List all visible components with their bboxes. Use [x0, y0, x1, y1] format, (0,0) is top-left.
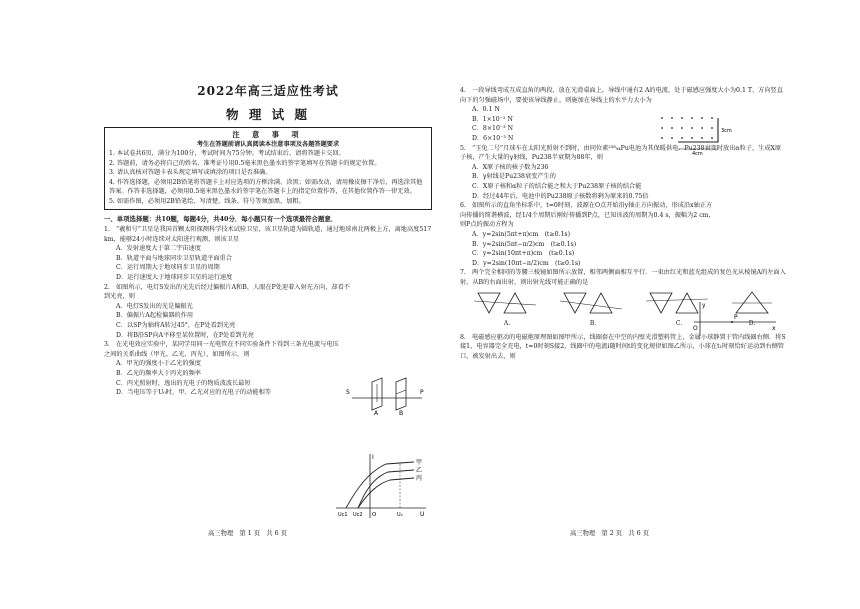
question-number: 4.: [460, 87, 466, 94]
option: D．y=2sin(10πt−π/2)cm (t≥0.1s): [472, 259, 581, 267]
question-2: [104, 283, 432, 341]
photoelectric-figure: [330, 450, 430, 522]
right-footer: 高三物理 第 2 页 共 6 页: [570, 530, 649, 537]
question-5: [460, 144, 786, 202]
prism-diagram-icon: [560, 289, 626, 315]
option: B．1×10⁻² N: [472, 115, 513, 123]
curve-jia: 甲: [416, 459, 423, 466]
notice-box: [104, 127, 432, 210]
option: D．当电压等于U₀时，甲、乙光对应的光电子的动能相等: [116, 389, 271, 397]
question-number: 7.: [460, 269, 466, 277]
question-number: 3.: [104, 341, 110, 349]
option: B．y=2sin(5πt−π/2)cm (t≥0.1s): [472, 240, 577, 248]
exam-title: 2022年高三适应性考试: [197, 84, 339, 98]
notice-title: 注 意 事 项: [232, 130, 304, 139]
question-stem: 电磁感应驱动的电磁炮原理图如图甲所示，线圈套在中空的内壁光滑塑料管上，金属小球静置于管内线圈右侧．将S接1，电容器完全充电，t=0时刻S接2，线圈中的电流i随时间t的变化规律如图乙所示，小球在t₁时刻恰好运动到右侧管口，被发射出去，则: [460, 333, 786, 360]
notice-item: 2. 答题前，请务必将自己的姓名、准考证号用0.5毫米黑色墨水的签字笔填写在答题卡的规定位置。: [109, 159, 381, 167]
label-p: P: [420, 389, 424, 396]
exam-subtitle: 物 理 试 题: [225, 107, 311, 122]
question-stem: “羲和号”卫星是我国首颗太阳探测科学技术试验卫星，该卫星轨道为圆轨道，通过地球南北两极上方，离地高度517 km，能够24小时连续对太阳进行观测，则该卫星: [104, 226, 432, 243]
option: A．发射速度大于第二宇宙速度: [116, 245, 201, 253]
option-label: D.: [748, 320, 756, 328]
notice-item: 5. 如需作图，必须用2B铅笔绘、写清楚，线条、符号等须加黑、加粗。: [109, 197, 305, 205]
left-footer: 高三物理 第 1 页 共 6 页: [208, 530, 287, 537]
notice-item: 4. 作答选择题，必须用2B铅笔将答题卡上对应选项的方框涂满、涂黑；如需改动，请用橡皮擦干净后，再选涂其他答案。作答非选择题，必须用0.5毫米黑色墨水的签字笔在答题卡上的指定位置作答，在其他位置作答一律无效。: [109, 178, 423, 195]
question-1: [104, 225, 432, 283]
option: A．X原子核的核子数为236: [472, 163, 549, 171]
notice-item: 3. 请认真核对答题卡表头规定填写或填涂的项目是否准确。: [109, 169, 272, 176]
axis-x: x: [772, 325, 776, 332]
option: C．8×10⁻³ N: [472, 125, 514, 133]
option-label: C.: [675, 320, 683, 328]
question-stem: 在光电效应实验中，某同学用同一光电管在不同实验条件下得到三条光电流与电压之间的关系曲线（甲光、乙光、丙光），如图所示，则: [104, 341, 339, 358]
option: B．偏振片A起检偏器的作用: [116, 312, 194, 320]
option: C．y=2sin(10πt+π)cm (t≥0.1s): [472, 250, 575, 258]
question-stem: 如图所示，电灯S发出的光先后经过偏振片A和B，人眼在P处迎着入射光方向，却看不到光亮，则: [104, 283, 350, 301]
option: A．电灯S发出的光是偏振光: [116, 302, 193, 310]
left-page: [104, 72, 432, 542]
axis-y: y: [702, 302, 706, 309]
axis-i: I: [372, 454, 374, 461]
option: D．运行速度大于地球同步卫星的运行速度: [116, 273, 233, 281]
option: C．X原子核和α粒子的结合能之和大于Pu238原子核的结合能: [472, 182, 642, 190]
question-stem: 两个完全相同的等腰三棱镜如图所示放置，相邻两侧面相互平行．一束由红光和蓝光组成的复色光从棱镜A的左面入射，从B的右面出射，则出射光线可能正确的是: [460, 269, 786, 286]
prism-option-b: [560, 289, 626, 328]
option: C．以SP为轴将A转过45°，在P处看到光亮: [116, 321, 236, 329]
question-stem: 如图所示的直角坐标系中，t=0时刻，波源在O点开始沿y轴正方向振动，形成沿x轴正方向传播的简谐横波，经1/4个周期后刚好传播到P点，已知该波的周期为0.4 s，振幅为2 cm，则P点的振动方程为: [460, 202, 715, 229]
option: D．经过44年后，电池中的Pu238原子核数将剩为原来的0.75倍: [472, 192, 649, 200]
section-heading: 一、单项选择题：共10题，每题4分，共40分．每小题只有一个选项最符合题意．: [104, 215, 338, 223]
question-stem: “玉兔二号”月球车在太阳光照射不到时，由同位素²³⁸₉₄Pu电池为其保暖供电．Pu238衰变时放出α粒子，生成X原子核，产生大量的γ射线，Pu238半衰期为88年，则: [460, 144, 782, 162]
label-a: A: [374, 410, 379, 416]
label-uc2: Uc2: [353, 512, 363, 518]
option-label: A.: [503, 320, 511, 328]
wave-axes-figure: [690, 300, 780, 340]
question-number: 1.: [104, 226, 110, 233]
option: A．y=2sin(5πt+π)cm (t≥0.1s): [472, 230, 571, 238]
question-6: [460, 201, 786, 268]
question-stem: 一段导线弯成互成直角的两段，放在光滑桌面上，导线中通有2 A的电流，处于磁感应强度大小为0.1 T、方向竖直向下的匀强磁场中，要使该导线静止，则施加在导线上的水平力大小为: [460, 87, 783, 104]
point-p: P: [734, 314, 738, 321]
dim-4cm: 4cm: [692, 151, 703, 156]
question-number: 2.: [104, 283, 110, 291]
dim-3cm: 3cm: [721, 128, 732, 134]
question-number: 5.: [460, 144, 466, 152]
label-u0: U₀: [397, 512, 403, 518]
origin-o: O: [693, 325, 698, 332]
option: A．甲光的强度小于乙光的强度: [116, 360, 201, 368]
option: D．6×10⁻³ N: [472, 134, 514, 142]
notice-item: 1. 本试卷共6页，满分为100分，考试时间为75分钟。考试结束后，请将答题卡交回。: [109, 150, 345, 157]
notice-subtitle: 考生在答题前请认真阅读本注意事项及各题答题要求: [196, 140, 340, 148]
axis-u: U: [420, 511, 425, 518]
question-number: 8.: [460, 333, 466, 341]
option: C．丙光照射时，逸出的光电子的物质波波长最短: [116, 379, 251, 387]
option: A．0.1 N: [472, 106, 500, 114]
label-uc1: Uc1: [338, 512, 348, 518]
right-page: [460, 72, 786, 542]
polarizer-figure: [344, 372, 428, 416]
label-s: S: [346, 389, 350, 396]
origin-o: O: [372, 512, 377, 518]
option: B．轨道平面与地球同步卫星轨道平面重合: [116, 254, 232, 262]
curve-yi: 乙: [416, 467, 423, 474]
option: D．将B沿SP向A平移至某位置时，在P处看到光亮: [116, 331, 254, 339]
prism-diagram-icon: [474, 289, 540, 315]
option: B．γ射线是Pu238衰变产生的: [472, 173, 556, 181]
magnetic-field-figure: [656, 112, 736, 156]
prism-option-a: [474, 289, 540, 328]
field-dots: [661, 117, 713, 139]
option: B．乙光的频率大于丙光的频率: [116, 369, 201, 377]
label-b: B: [399, 410, 404, 416]
question-number: 6.: [460, 202, 466, 210]
curve-bing: 丙: [416, 475, 423, 482]
question-4: [460, 86, 786, 144]
option: C．运行周期大于地球同步卫星的周期: [116, 264, 220, 272]
option-label: B.: [589, 320, 597, 328]
